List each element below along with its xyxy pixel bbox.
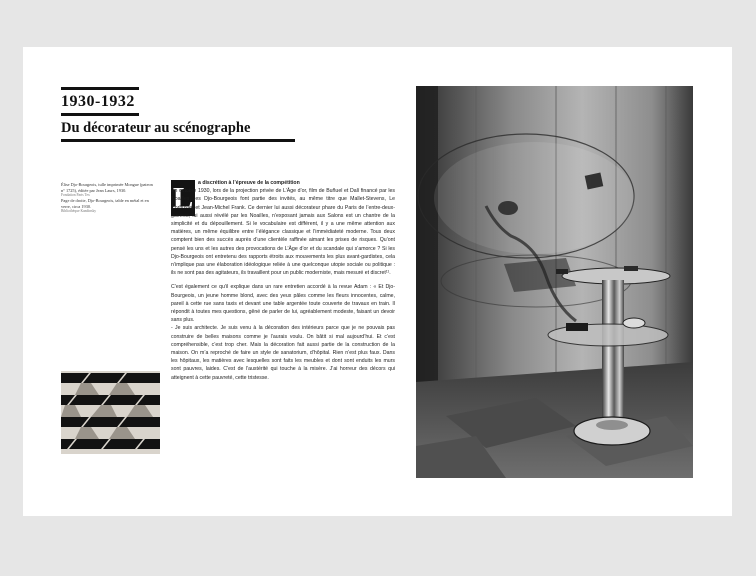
caption-fabric-credit: Fondation Paris Tex (61, 193, 90, 198)
title-rule-bottom (61, 139, 295, 142)
geometric-fabric-image (61, 371, 160, 454)
drop-cap: L (172, 180, 194, 215)
book-spread (23, 47, 732, 516)
caption-fabric-text: Élise Djo-Bourgeois, tulle imprimée Mongue (pateon n° 1725), éditée par Jean Laurs, 1930. (61, 182, 153, 193)
article-body (171, 179, 395, 382)
article-paragraph-2: C’est également ce qu’il explique dans un rare entretien accordé à la revue Adam : « Et Djo-Bourgeois, un jeune homme blond, avec des yeux pâles comme les fleurs innocentes, calme, pareil à cette rue sans taxis et devant une table argentée toute couverte de travaux en train. Il répondit à toutes mes questions, gêné de parler de lui, agréablement modeste, faisant un devoir sans plus. (171, 284, 395, 324)
title-rule-top (61, 87, 139, 90)
glass-table-photo (416, 86, 693, 478)
caption-table-text: Page de droite, Djo-Bourgeois, table en métal et en verre, circa 1930. (61, 198, 149, 209)
title-rule-middle (61, 113, 139, 116)
chapter-years: 1930-1932 (61, 93, 135, 110)
article-paragraph-1 (171, 179, 395, 277)
caption-table (61, 198, 153, 215)
article-paragraph-1-text: En octobre 1930, lors de la projection privée de L’Âge d’or, film de Buñuel et Dalí financé par les Noailles, les Djo-Bourgeois font partie des invités, au même titre que Mallet-Stevens, Le Corbusier et Jean-Michel Frank. Ce dernier lui aussi décorateur phare du Paris de l’entre-deux-guerres, lui aussi révélé par les Noailles, n’exposant jamais aux Salons est un chantre de la simplicité et du dépouillement. Si le vocabulaire est différent, il y a une même attention aux matières, un même équilibre entre l’élégance classique et l’immédiateté moderne. Tous deux comptent bien des succès auprès d’une clientèle raffinée aimant les prises de risques. Qu’ont pensé les uns et les autres des provocations de L’Âge d’or et du scandale qui s’amorce ? Si les Djo-Bourgeois ont entretenu des rapports étroits aux mouvements les plus avant-gardistes, cela n’implique pas une élaboration idéologique reliée à une quelconque utopie sociale ou politique : ils ne sont pas des agitateurs, ils travaillent pour un public moderniste, mais mesuré et discret¹¹. (171, 188, 395, 277)
article-heading: a discrétion à l’épreuve de la compétition (198, 180, 300, 186)
caption-table-credit: Bibliothèque Kandinsky (61, 209, 97, 214)
article-paragraph-3: - Je suis architecte. Je suis venu à la décoration des intérieurs parce que je ne pouvais pas construire de belles maisons comme je l’aurais voulu. On bâtit si mal aujourd’hui. Et c’est compréhensible, c’est trop cher. Mais la décoration fait aussi partie de la construction de la maison. On m’a reproché de faire un style de sanatorium, d’hôpital. Rien n’est plus faux. Dans les hôpitaux, les matières avec lesquelles sont faits les meubles et dont sont enduits les murs sont pauvres, laides. C’est de l’austérité qui touche à la misère. J’ai horreur des décors qui atteignent à cette pauvreté, cette tristesse. (171, 325, 395, 381)
caption-fabric (61, 182, 153, 199)
chapter-title: Du décorateur au scénographe (61, 120, 251, 136)
